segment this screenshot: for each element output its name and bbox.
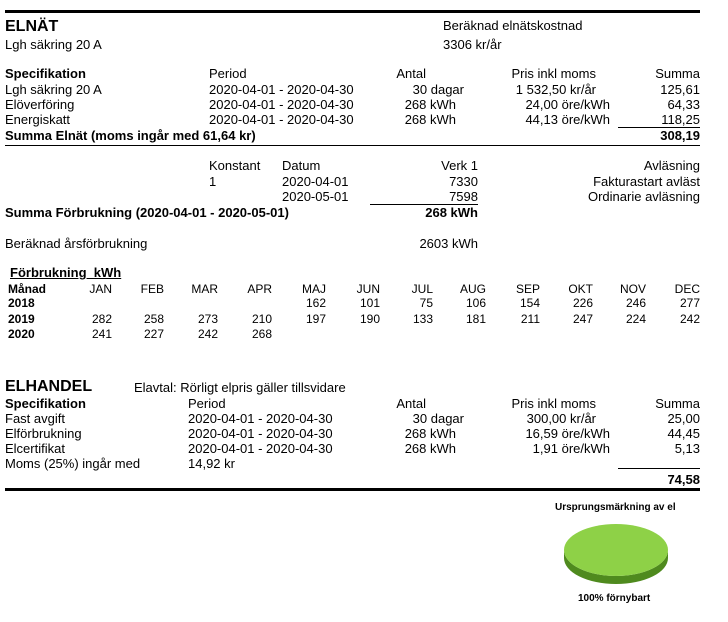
consumption-cell: 224 xyxy=(625,312,646,326)
elhandel-row-summa: 44,45 xyxy=(667,426,700,441)
elnat-row-pris: 44,13 öre/kWh xyxy=(525,112,610,127)
consumption-cell: 246 xyxy=(625,296,646,310)
year-label: 2020 xyxy=(8,327,35,341)
reading-datum: 2020-05-01 xyxy=(282,189,349,204)
reading-verk: 7598 xyxy=(449,189,478,204)
moms-value: 14,92 kr xyxy=(188,456,235,471)
elhandel-row-pris: 16,59 öre/kWh xyxy=(525,426,610,441)
col-header-avlasning: Avläsning xyxy=(643,158,700,173)
pie-slice-renewable xyxy=(564,524,668,576)
consumption-cell: 210 xyxy=(251,312,272,326)
elhandel-title: ELHANDEL xyxy=(5,378,93,395)
col-header-antal: Antal xyxy=(396,396,426,411)
origin-title: Ursprungsmärkning av el xyxy=(555,502,676,513)
col-header-pris: Pris inkl moms xyxy=(511,396,596,411)
year-label: 2018 xyxy=(8,296,35,310)
annual-label: Beräknad årsförbrukning xyxy=(5,236,148,251)
elnat-row-period: 2020-04-01 - 2020-04-30 xyxy=(209,112,354,127)
consumption-cell: 133 xyxy=(412,312,433,326)
elnat-row-antal: 30 dagar xyxy=(412,82,464,97)
elnat-row-summa: 118,25 xyxy=(661,112,700,127)
elhandel-row-spec: Elcertifikat xyxy=(5,441,65,456)
col-header-konstant: Konstant xyxy=(209,158,261,173)
col-header-summa: Summa xyxy=(655,396,700,411)
consumption-cell: 268 xyxy=(251,327,272,341)
consumption-cell: 273 xyxy=(197,312,218,326)
consumption-cell: 162 xyxy=(305,296,326,310)
consumption-title: Förbrukning kWh xyxy=(10,265,122,280)
col-header-period: Period xyxy=(209,66,247,81)
consumption-cell: 282 xyxy=(91,312,112,326)
consumption-cell: 101 xyxy=(359,296,380,310)
consumption-cell: 197 xyxy=(305,312,326,326)
consumption-cell: 211 xyxy=(520,312,540,326)
elhandel-row-spec: Elförbrukning xyxy=(5,426,82,441)
top-rule xyxy=(5,10,700,13)
reading-verk: 7330 xyxy=(449,174,478,189)
year-label: 2019 xyxy=(8,312,35,326)
col-header-period: Period xyxy=(188,396,226,411)
month-header: FEB xyxy=(140,282,164,296)
elnat-total-value: 308,19 xyxy=(660,128,700,143)
elnat-row-period: 2020-04-01 - 2020-04-30 xyxy=(209,97,354,112)
month-header: OKT xyxy=(568,282,593,296)
month-header: NOV xyxy=(619,282,646,296)
elnat-row-spec: Elöverföring xyxy=(5,97,75,112)
elnat-row-antal: 268 kWh xyxy=(404,112,456,127)
reading-avlasning: Fakturastart avläst xyxy=(593,174,700,189)
consumption-cell: 154 xyxy=(519,296,540,310)
month-label: Månad xyxy=(8,282,47,296)
elhandel-row-antal: 268 kWh xyxy=(404,441,456,456)
total-rule xyxy=(5,145,700,146)
elhandel-row-antal: 30 dagar xyxy=(412,411,464,426)
consumption-cell: 181 xyxy=(465,312,486,326)
consumption-cell: 258 xyxy=(143,312,164,326)
reading-avlasning: Ordinarie avläsning xyxy=(587,189,700,204)
elnat-row-pris: 24,00 öre/kWh xyxy=(525,97,610,112)
consumption-cell: 106 xyxy=(465,296,486,310)
elhandel-row-period: 2020-04-01 - 2020-04-30 xyxy=(188,441,333,456)
col-header-summa: Summa xyxy=(655,66,700,81)
month-header: MAR xyxy=(191,282,218,296)
consumption-cell: 226 xyxy=(572,296,593,310)
elnat-row-pris: 1 532,50 kr/år xyxy=(515,82,596,97)
consumption-cell: 277 xyxy=(679,296,700,310)
consumption-cell: 241 xyxy=(91,327,112,341)
elnat-total-label: Summa Elnät (moms ingår med 61,64 kr) xyxy=(5,128,256,143)
elhandel-row-period: 2020-04-01 - 2020-04-30 xyxy=(188,411,333,426)
consumption-sum-value: 268 kWh xyxy=(425,205,478,220)
month-header: JAN xyxy=(89,282,112,296)
elnat-row-antal: 268 kWh xyxy=(404,97,456,112)
contract-text: Elavtal: Rörligt elpris gäller tillsvidare xyxy=(134,380,346,395)
month-header: APR xyxy=(247,282,272,296)
elnat-row-summa: 125,61 xyxy=(660,82,700,97)
month-header: JUN xyxy=(356,282,380,296)
col-header-pris: Pris inkl moms xyxy=(511,66,596,81)
elhandel-row-summa: 25,00 xyxy=(667,411,700,426)
elnat-row-summa: 64,33 xyxy=(667,97,700,112)
elhandel-row-pris: 1,91 öre/kWh xyxy=(532,441,610,456)
month-header: JUL xyxy=(411,282,433,296)
est-cost-label: Beräknad elnätskostnad xyxy=(443,18,583,33)
elnat-row-spec: Energiskatt xyxy=(5,112,71,127)
origin-label: 100% förnybart xyxy=(578,593,651,604)
reading-datum: 2020-04-01 xyxy=(282,174,349,189)
est-cost-value: 3306 kr/år xyxy=(443,37,502,52)
month-header: MAJ xyxy=(302,282,326,296)
consumption-cell: 190 xyxy=(359,312,380,326)
annual-value: 2603 kWh xyxy=(419,236,478,251)
consumption-cell: 242 xyxy=(679,312,700,326)
month-header: DEC xyxy=(674,282,700,296)
consumption-cell: 227 xyxy=(143,327,164,341)
elhandel-total-value: 74,58 xyxy=(667,472,700,487)
fuse-label: Lgh säkring 20 A xyxy=(5,37,102,52)
elnat-row-spec: Lgh säkring 20 A xyxy=(5,82,102,97)
elhandel-row-spec: Fast avgift xyxy=(5,411,65,426)
elnat-title: ELNÄT xyxy=(5,18,59,35)
month-header: AUG xyxy=(459,282,486,296)
month-header: SEP xyxy=(515,282,540,296)
reading-konstant: 1 xyxy=(209,174,217,189)
elhandel-row-pris: 300,00 kr/år xyxy=(526,411,596,426)
elhandel-row-summa: 5,13 xyxy=(674,441,700,456)
subtotal-rule xyxy=(618,468,700,469)
moms-label: Moms (25%) ingår med xyxy=(5,456,141,471)
elhandel-row-period: 2020-04-01 - 2020-04-30 xyxy=(188,426,333,441)
col-header-antal: Antal xyxy=(396,66,426,81)
col-header-datum: Datum xyxy=(282,158,321,173)
consumption-cell: 75 xyxy=(419,296,433,310)
col-header-spec: Specifikation xyxy=(5,396,86,411)
col-header-spec: Specifikation xyxy=(5,66,86,81)
elhandel-row-antal: 268 kWh xyxy=(404,426,456,441)
elnat-row-period: 2020-04-01 - 2020-04-30 xyxy=(209,82,354,97)
consumption-cell: 247 xyxy=(572,312,593,326)
consumption-cell: 242 xyxy=(197,327,218,341)
renewable-pie-chart xyxy=(560,522,676,592)
consumption-sum-label: Summa Förbrukning (2020-04-01 - 2020-05-01) xyxy=(5,205,289,220)
bottom-rule xyxy=(5,488,700,491)
col-header-verk: Verk 1 xyxy=(441,158,478,173)
